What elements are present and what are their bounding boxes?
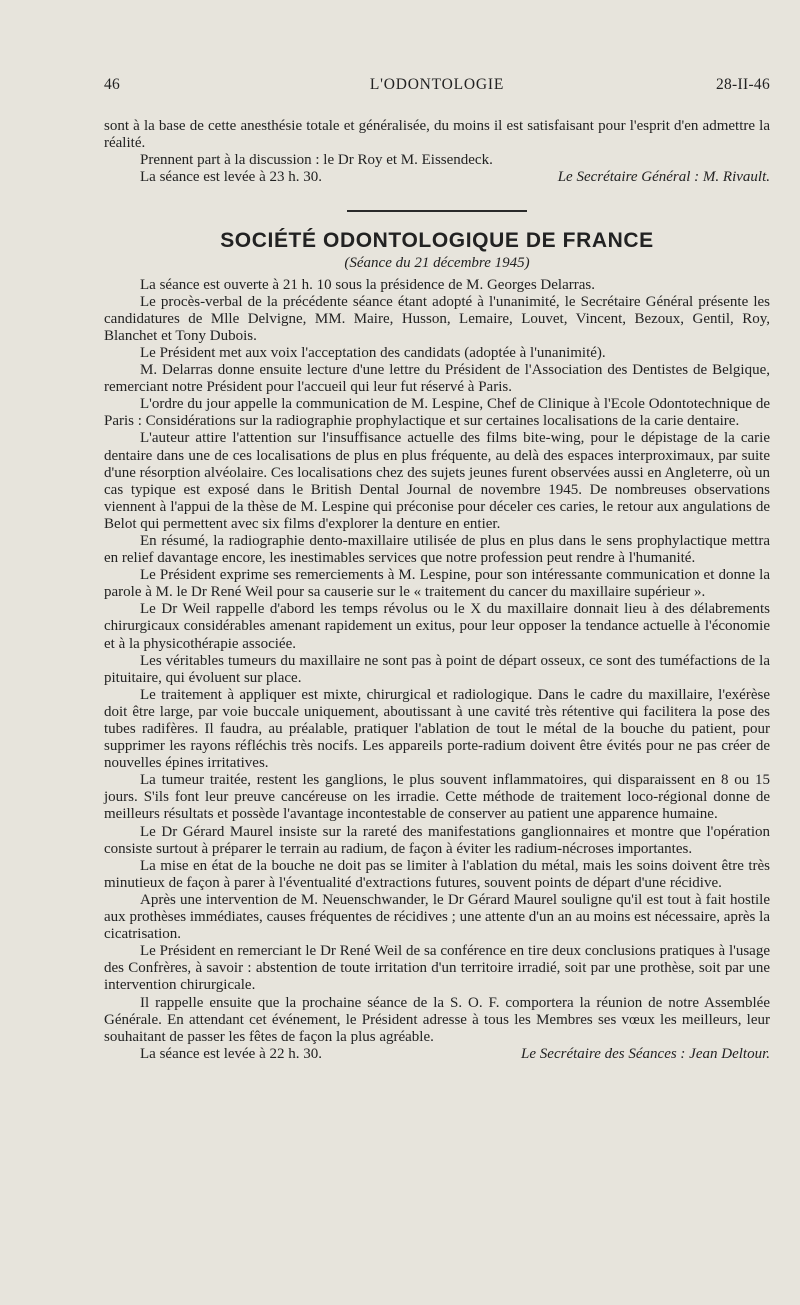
- paragraph: Les véritables tumeurs du maxillaire ne sont pas à point de départ osseux, ce sont des tuméfactions de la pituitaire, qui évoluent sur place.: [104, 652, 770, 686]
- paragraph: Le Président met aux voix l'acceptation des candidats (adoptée à l'unanimité).: [140, 344, 606, 361]
- paragraph: L'ordre du jour appelle la communication de M. Lespine, Chef de Clinique à l'Ecole Odontotechnique de Paris : Considérations sur la radiographie prophylactique et sur certaines localisations de la carie dentaire.: [104, 396, 770, 430]
- session-subtitle: (Séance du 21 décembre 1945): [344, 255, 530, 272]
- paragraph: L'auteur attire l'attention sur l'insuffisance actuelle des films bite-wing, pour le dépistage de la carie dentaire dans une de ces localisations de plus en plus fréquente, au delà des espaces interproximaux, par suite d'une résorption alvéolaire. Ces localisations chez des sujets jeunes furent observées aussi en Angleterre, où un cas typique est exposé dans le British Dental Journal de novembre 1945. De nombreuses observations viennent à l'appui de la thèse de M. Lespine qui préconise pour déceler ces caries, le retour aux angulations de Belot qui permettent avec six films d'explorer la denture en entier.: [104, 430, 770, 532]
- paragraph: Le Président en remerciant le Dr René Weil de sa conférence en tire deux conclusions pratiques à l'usage des Confrères, à savoir : abstention de toute irritation d'un territoire irradié, soit par une prothèse, soit par une intervention chirurgicale.: [104, 943, 770, 994]
- paragraph: M. Delarras donne ensuite lecture d'une lettre du Président de l'Association des Dentistes de Belgique, remerciant notre Président pour l'accueil qui leur fut réservé à Paris.: [104, 362, 770, 396]
- issue-date: 28-II-46: [715, 76, 770, 93]
- paragraph: Après une intervention de M. Neuenschwander, le Dr Gérard Maurel souligne qu'il est tout à fait hostile aux prothèses immédiates, causes fréquentes de récidives ; une attente d'un an au moins est nécessaire, après la cicatrisation.: [104, 891, 770, 943]
- paragraph: En résumé, la radiographie dento-maxillaire utilisée de plus en plus dans le sens prophylactique mettra en relief davantage encore, les inestimables services que notre profession peut rendre à l'humanité.: [104, 532, 770, 567]
- paragraph: Le Président exprime ses remerciements à M. Lespine, pour son intéressante communication et donne la parole à M. le Dr René Weil pour sa causerie sur le « traitement du cancer du maxillaire supérieur ».: [104, 567, 770, 601]
- paragraph: Le procès-verbal de la précédente séance étant adopté à l'unanimité, le Secrétaire Général présente les candidatures de Mlle Delvigne, MM. Maire, Husson, Lemaire, Louvet, Vincent, Bezoux, Gentil, Roy, Blanchet et Tony Dubois.: [104, 293, 770, 344]
- paragraph: La tumeur traitée, restent les ganglions, le plus souvent inflammatoires, qui disparaissent en 8 ou 15 jours. S'ils font leur preuve cancéreuse on les irradie. Cette méthode de traitement loco-régional donne de meilleurs résultats et possède l'avantage incontestable de conserver au patient une apparence humaine.: [104, 772, 770, 823]
- previous-session-close: [104, 169, 770, 186]
- paragraph: Le Dr Weil rappelle d'abord les temps révolus ou le X du maxillaire donnait lieu à des délabrements chirurgicaux considérables amenant rapidement un exitus, pour leur opposer la tendance actuelle à l'économie et à la physicothérapie associée.: [104, 601, 770, 652]
- secretary-signature: Le Secrétaire Général : M. Rivault.: [557, 169, 770, 186]
- article-body: [104, 118, 770, 1063]
- paragraph: La séance est ouverte à 21 h. 10 sous la présidence de M. Georges Delarras.: [140, 276, 595, 293]
- discussion-participants: Prennent part à la discussion : le Dr Roy et M. Eissendeck.: [140, 152, 493, 169]
- page-number: 46: [104, 76, 121, 93]
- journal-title: L'ODONTOLOGIE: [369, 76, 505, 93]
- paragraph: Il rappelle ensuite que la prochaine séance de la S. O. F. comportera la réunion de notre Assemblée Générale. En attendant cet événement, le Président adresse à tous les Membres ses vœux les meilleurs, leur souhaitant de passer les fêtes de façon la plus agréable.: [104, 994, 770, 1045]
- closing-time: La séance est levée à 22 h. 30.: [140, 1045, 322, 1062]
- closing-time: La séance est levée à 23 h. 30.: [140, 169, 322, 186]
- section-divider: [347, 210, 527, 212]
- paragraph: La mise en état de la bouche ne doit pas se limiter à l'ablation du métal, mais les soins doivent être très minutieux de façon à parer à l'éventualité d'extractions futures, souvent points de départ d'une récidive.: [104, 857, 770, 891]
- page-header: [104, 76, 770, 98]
- secretary-signature: Le Secrétaire des Séances : Jean Deltour.: [521, 1045, 770, 1062]
- paragraph: Le Dr Gérard Maurel insiste sur la rareté des manifestations ganglionnaires et montre que l'opération consiste surtout à préparer le terrain au radium, de façon à éviter les radium-nécroses importantes.: [104, 823, 770, 857]
- society-title: SOCIÉTÉ ODONTOLOGIQUE DE FRANCE: [220, 229, 654, 253]
- paragraph: Le traitement à appliquer est mixte, chirurgical et radiologique. Dans le cadre du maxillaire, l'exérèse doit être large, par voie buccale uniquement, aboutissant à une cavité très rétentive qui facilitera la pose des tubes radifères. Il faudra, au préalable, pratiquer l'ablation de tout le métal de la bouche du patient, pour supprimer les rayons réfléchis très nocifs. Les appareils porte-radium doivent être évités pour ne pas créer de nouvelles épines irritatives.: [104, 686, 770, 772]
- session-close: [104, 1046, 770, 1063]
- intro-paragraph: sont à la base de cette anesthésie totale et généralisée, du moins il est satisfaisant pour l'esprit d'en admettre la réalité.: [104, 118, 770, 152]
